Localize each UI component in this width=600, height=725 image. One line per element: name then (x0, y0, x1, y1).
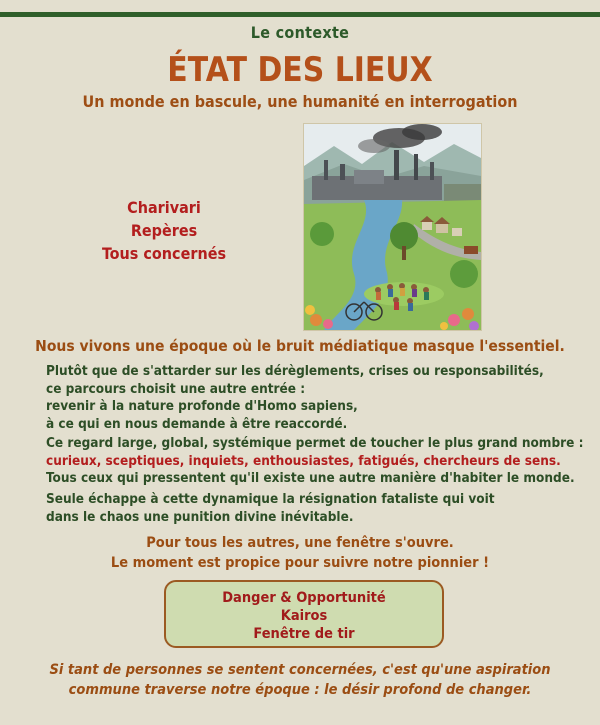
page-subtitle: Un monde en bascule, une humanité en interrogation (82, 92, 518, 111)
keyword-item: Repères (130, 221, 198, 240)
top-divider-bar (0, 12, 600, 17)
paragraph-audience (46, 435, 584, 488)
paragraph-approach (46, 363, 566, 433)
closing-line: Pour tous les autres, une fenêtre s'ouvre. (146, 535, 454, 551)
callout-line: Fenêtre de tir (253, 626, 355, 642)
section-kicker: Le contexte (250, 23, 350, 42)
paragraph-line: à ce qui en nous demande à être reaccordé. (46, 415, 348, 432)
paragraph-line: dans le chaos une punition divine inévitable. (46, 508, 354, 525)
paragraph-line: revenir à la nature profonde d'Homo sapiens, (46, 398, 358, 414)
keyword-item: Charivari (127, 198, 201, 217)
quote-line: Si tant de personnes se sentent concernées, c'est qu'une aspiration (49, 662, 551, 678)
audience-highlight: curieux, sceptiques, inquiets, enthousiastes, fatigués, chercheurs de sens. (46, 452, 561, 469)
paragraph-line: ce parcours choisit une autre entrée : (46, 380, 306, 397)
closing-quote (0, 660, 600, 700)
paragraph-line: Ce regard large, global, systémique permet de toucher le plus grand nombre : (46, 435, 584, 451)
paragraph-exception (46, 491, 566, 526)
closing-line: Le moment est propice pour suivre notre pionnier ! (110, 555, 490, 571)
paragraph-line: Tous ceux qui pressentent qu'il existe une autre manière d'habiter le monde. (46, 470, 575, 486)
keyword-item: Tous concernés (101, 244, 227, 263)
paragraph-line: Plutôt que de s'attarder sur les dérèglements, crises ou responsabilités, (46, 363, 544, 379)
landscape-illustration (303, 123, 482, 331)
kairos-callout-box (164, 580, 444, 648)
lead-statement: Nous vivons une époque où le bruit médiatique masque l'essentiel. (35, 337, 565, 355)
keywords-list (64, 196, 264, 265)
callout-line: Danger & Opportunité (222, 590, 386, 606)
quote-line: commune traverse notre époque : le désir profond de changer. (68, 682, 532, 698)
closing-statement (0, 533, 600, 573)
paragraph-line: Seule échappe à cette dynamique la résignation fataliste qui voit (46, 491, 495, 507)
page-title: ÉTAT DES LIEUX (167, 50, 433, 90)
callout-line: Kairos (280, 608, 328, 624)
